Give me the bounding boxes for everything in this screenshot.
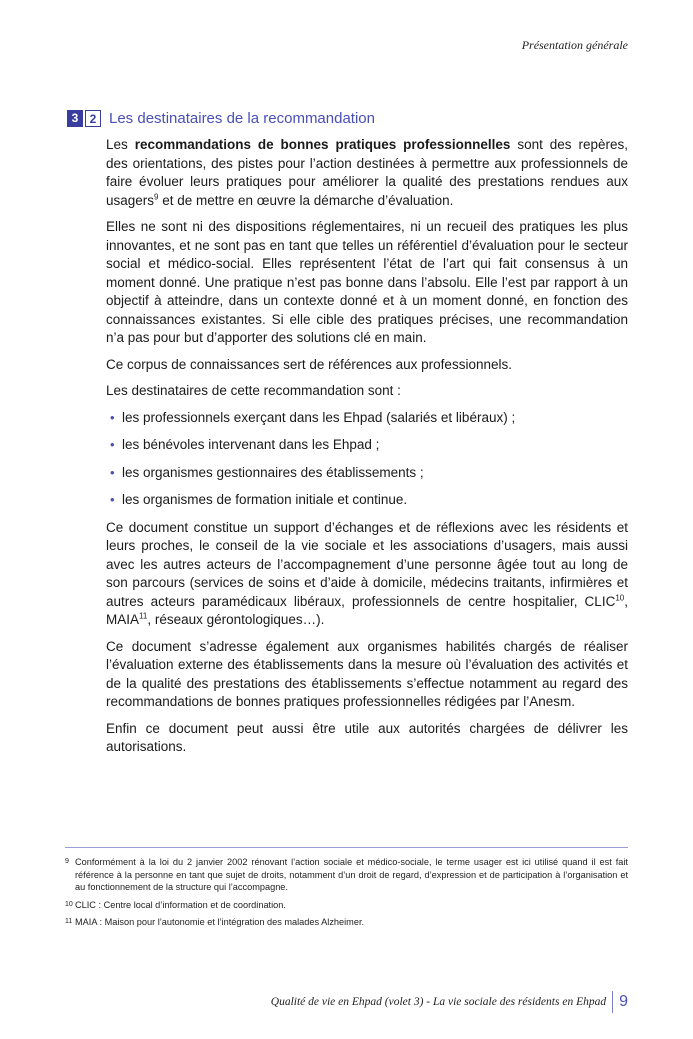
list-item: • les professionnels exerçant dans les Ehpad (salariés et libéraux) ; <box>122 409 628 428</box>
paragraph-2: Elles ne sont ni des dispositions réglementaires, ni un recueil des pratiques les plus innovantes, et ne sont pas en tant que telles un référentiel d’évaluation pour le secteur social et médico-social. Elles représentent l’état de l’art qui fait consensus à un moment donné. Une pratique n’est pas bonne dans l’absolu. Elle l’est par rapport à un objectif à atteindre, dans un contexte donné et à un moment donné, en fonction des connaissances existantes. Si elle cible des pratiques précises, une recommandation n’a pas pour but d’apporter des solutions clé en main. <box>106 219 628 345</box>
footnote: 9 Conformément à la loi du 2 janvier 2002 rénovant l’action sociale et médico-sociale, le terme usager est ici utilisé quand il est fait référence à la personne en tant que sujet de droits, notamment d’un droit de regard, d’expression et de participation à l’organisation et au fonctionnement de la structure qui l’accompagne. <box>65 857 628 892</box>
section-number-major: 3 <box>67 110 83 127</box>
footnote-divider <box>65 847 628 848</box>
paragraph-5: Ce document constitue un support d’échanges et de réflexions avec les résidents et leurs proches, le conseil de la vie sociale et les associations d’usagers, mais aussi avec les autres acteurs de l’accompagnement d’une personne âgée tout au long de son parcours (services de soins et d’aide à domicile, médecins traitants, infirmières et autres acteurs paramédicaux libéraux, professionnels de centre hospitalier, CLIC$^{10}$, MAIA$^{11}$, réseaux gérontologiques…). <box>106 519 628 627</box>
bullet-icon: • <box>110 492 115 507</box>
section-heading <box>67 110 375 127</box>
footnote-ref: 11 <box>139 611 148 621</box>
paragraph-7: Enfin ce document peut aussi être utile aux autorités chargées de délivrer les autorisations. <box>106 720 628 754</box>
page-number: 9 <box>619 993 628 1010</box>
section-number-minor: 2 <box>85 110 101 127</box>
list-item: • les organismes gestionnaires des établissements ; <box>122 464 628 483</box>
footnote-mark: 11 <box>65 918 73 925</box>
footnote: 11 MAIA : Maison pour l’autonomie et l’intégration des malades Alzheimer. <box>65 917 365 927</box>
bullet-icon: • <box>110 464 115 480</box>
audience-list <box>106 409 628 510</box>
running-header: Présentation générale <box>521 38 628 52</box>
paragraph-4: Les destinataires de cette recommandation sont : <box>106 383 401 398</box>
paragraph-1: Les recommandations de bonnes pratiques professionnelles sont des repères, des orientations, des pistes pour l’action destinées à permettre aux professionnels de faire évoluer leurs pratiques pour améliorer la qualité des prestations rendues aux usagers$^9$ et de mettre en œuvre la démarche d’évaluation. <box>106 137 628 208</box>
footnotes <box>65 856 628 934</box>
list-item: • les bénévoles intervenant dans les Ehpad ; <box>122 436 628 455</box>
footnote-ref: 10 <box>615 593 625 602</box>
body-text <box>106 136 628 765</box>
bullet-icon: • <box>110 437 115 452</box>
page-footer <box>271 991 628 1013</box>
footer-separator <box>612 991 613 1013</box>
bold-term: recommandations de bonnes pratiques professionnelles <box>134 137 511 152</box>
footnote-mark: 10 <box>65 900 73 908</box>
section-title: Les destinataires de la recommandation <box>109 110 375 127</box>
footnote-ref: 9 <box>154 192 159 201</box>
bullet-icon: • <box>110 409 115 425</box>
footnote: 10 CLIC : Centre local d’information et de coordination. <box>65 899 286 910</box>
list-item: • les organismes de formation initiale et continue. <box>122 491 628 510</box>
paragraph-6: Ce document s’adresse également aux organismes habilités chargés de réaliser l’évaluation externe des établissements dans la mesure où l’évaluation des activités et de la qualité des prestations des établissements s’effectue notamment au regard des recommandations de bonnes pratiques professionnelles rédigées par l’Anesm. <box>106 638 628 709</box>
paragraph-3: Ce corpus de connaissances sert de références aux professionnels. <box>106 356 512 372</box>
footer-title: Qualité de vie en Ehpad (volet 3) - La vie sociale des résidents en Ehpad <box>270 996 607 1008</box>
footnote-mark: 9 <box>65 858 69 865</box>
